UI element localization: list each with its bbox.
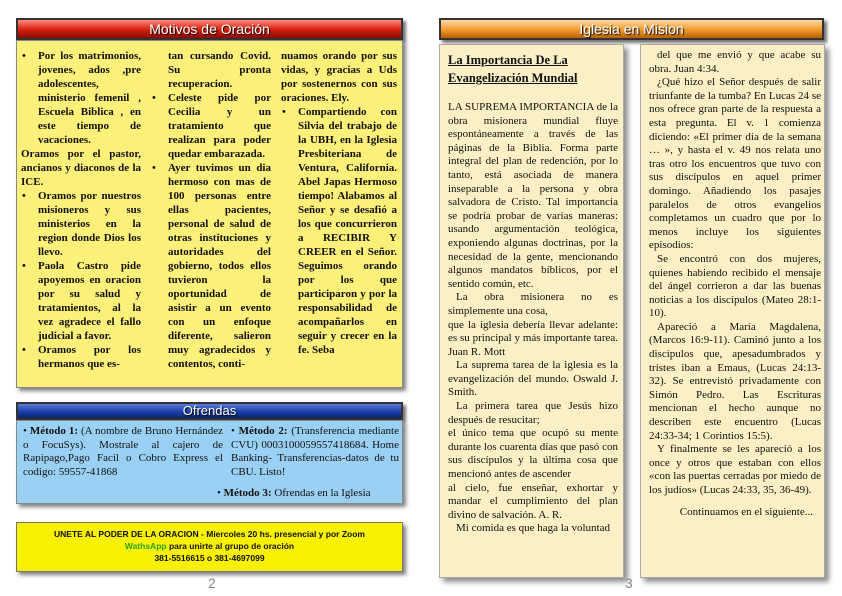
article-paragraph: La primera tarea que Jesús hizo después de resucitar; (448, 400, 618, 426)
prayer-item: • Paola Castro pide apoyemos en oracion por su salud y tratamientos, al la vez agradece el fallo judicial a favor. (21, 259, 141, 343)
method-3-text: Ofrendas en la Iglesia (271, 487, 371, 499)
banner-phones: 381-5516615 o 381-4697099 (154, 553, 265, 563)
article-paragraph: el único tema que ocupó su mente durante los cuarenta días que pasó con sus discípulos y la última cosa que mencionó antes de ascender (448, 427, 618, 481)
article-paragraph: al cielo, fue enseñar, exhortar y mandar el cumplimiento del plan divino de salvación. A. R. (448, 481, 618, 521)
prayer-item: • Por los matrimonios, jovenes, ados ,pre adolescentes, ministerio femenil , Escuela Biblica , en este tiempo de vacaciones. (21, 49, 141, 147)
page-number-right: 3 (625, 575, 633, 591)
article-paragraph: Apareció a María Magdalena, (Marcos 16:9-11). Caminó junto a los discípulos que, apesadumbrados y tristes iban a Emaus, (Lucas 24:13-32). Se entrevistó privadamente con Simón Pedro. Las Escrituras mencionan el hecho aunque no describen este encuentro (Lucas 24:33-34; 1 Corintios 15:5). (649, 320, 821, 442)
banner-line-1: UNETE AL PODER DE LA ORACION - Miercoles 20 hs. presencial y por Zoom (54, 529, 365, 539)
method-3-label: Método 3: (223, 487, 272, 499)
method-2 (231, 425, 399, 479)
method-1-bullet: • (23, 425, 30, 437)
article-text-left (448, 101, 618, 536)
method-3-bullet: • (217, 487, 224, 499)
article-column-left (439, 44, 624, 578)
method-1 (23, 425, 223, 479)
whatsapp-label: WathsApp (124, 541, 167, 551)
prayer-item: Oramos por el pastor, ancianos y diaconos de la ICE. (21, 148, 141, 188)
page-number-left: 2 (208, 575, 216, 591)
method-3 (217, 487, 403, 501)
method-2-bullet: • (231, 425, 239, 437)
continued-note: Continuamos en el siguiente... (679, 505, 813, 518)
article-text-right (649, 49, 821, 519)
prayer-item: tan cursando Covid. Su pronta recuperacion. (168, 50, 271, 90)
method-2-label: Método 2: (238, 425, 288, 437)
article-paragraph: del que me envió y que acabe su obra. Juan 4:34. (649, 49, 821, 75)
prayer-item: • Ayer tuvimos un dia hermoso con mas de 100 personas entre ellas pacientes, personal de salud de otras instituciones y autoridades del gobierno, todos ellos tuvieron la oportunidad de asistir a un evento con un enfoque diferente, salieron muy agradecidos y contentos, conti- (151, 161, 271, 371)
article-paragraph: que la iglesia debería llevar adelante: es su principal y más importante tarea. Juan R. Mott (448, 318, 618, 358)
article-paragraphs-right (649, 49, 821, 498)
prayer-item: • Oramos por los hermanos que es- (21, 343, 141, 371)
iglesia-header: Iglesia en Mision (439, 18, 824, 40)
method-1-text: (A nombre de Bruno Hernández o FocuSys). Mostrale al cajero de Rapipago,Pago Facil o Cobro Express el codigo: 59557-41868 (23, 425, 223, 478)
article-paragraph: Se encontró con dos mujeres, quienes habiendo recibido el mensaje del ángel corrieron a dar las buenas noticias a los discípulos (Mateo 28:1-10). (649, 252, 821, 320)
article-paragraph: ¿Qué hizo el Señor después de salir triunfante de la tumba? En Lucas 24 se nos ofrece gran parte de la respuesta a esta pregunta. El v. 1 comienza diciendo: «El primer día de la semana … », y hasta el v. 49 nos relata uno tras otro los encuentros que tuvo con sus discípulos en aquel primer domingo. Añadiendo los pasajes paralelos de otros evangelios completamos un cuadro que por lo menos incluye los siguientes episodios: (649, 76, 821, 252)
motivos-column-2 (151, 49, 271, 371)
motivos-header: Motivos de Oración (16, 18, 403, 40)
method-2-text: (Transferencia mediante CVU) 0003100059557418684. Home Banking- Transferencias-datos de tu CBU. Listo! (231, 425, 399, 478)
article-column-right (640, 44, 825, 578)
motivos-column-1 (21, 49, 141, 371)
article-paragraph: La obra misionera no es simplemente una cosa, (448, 291, 618, 317)
article-paragraph: La suprema tarea de la iglesia es la evangelización del mundo. Oswald J. Smith. (448, 359, 618, 399)
motivos-column-3 (281, 49, 397, 357)
ofrendas-box (16, 420, 403, 504)
banner-line-2 (17, 540, 402, 552)
prayer-meeting-banner (16, 522, 403, 572)
motivos-box (16, 40, 403, 388)
prayer-item: nuamos orando por sus vidas, y gracias a Uds por sostenernos con sus oraciones. Ely. (281, 50, 397, 104)
article-title: La Importancia De La Evangelización Mundial (448, 53, 578, 85)
prayer-item: • Celeste pide por Cecilia y un tratamiento que realizan para poder quedar embarazada. (151, 91, 271, 161)
prayer-item: • Compartiendo con Silvia del trabajo de la UBH, en la Iglesia Presbiteriana de Ventura, California. Abel Japas Hermoso tiempo! Alabamos al Señor y se desafió a los que concurrieron a RECIBIR Y CREER en el Señor. Seguimos orando por los que participaron y por la responsabilidad de acompañarlos en seguir y crecer en la fe. Seba (281, 105, 397, 357)
article-paragraph: Mi comida es que haga la voluntad (456, 522, 610, 535)
article-paragraph: Y finalmente se les apareció a los once y otros que estaban con ellos «con las puertas cerradas por miedo de los judíos» (Lucas 24:33, 35, 36-49). (649, 443, 821, 496)
prayer-item: • Oramos por nuestros misioneros y sus ministerios en la region donde Dios los llevo. (21, 189, 141, 259)
method-1-label: Método 1: (29, 425, 79, 437)
article-paragraph: LA SUPREMA IMPORTANCIA de la obra misionera mundial fluye espontáneamente a través de las páginas de la Biblia. Forma parte integral del plan de redención, por lo tanto, está asociada de manera inseparable a la persona y obra salvadora de Cristo. Tal importancia se podría probar de varias maneras: usando argumentación teológica, exponiendo algunas doctrinas, por la necesidad de la gente, mencionando algunos mandatos bíblicos, por el sentido común, etc. (448, 101, 618, 290)
banner-line-2-text: para unirte al grupo de oración (166, 541, 295, 551)
ofrendas-header: Ofrendas (16, 402, 403, 420)
